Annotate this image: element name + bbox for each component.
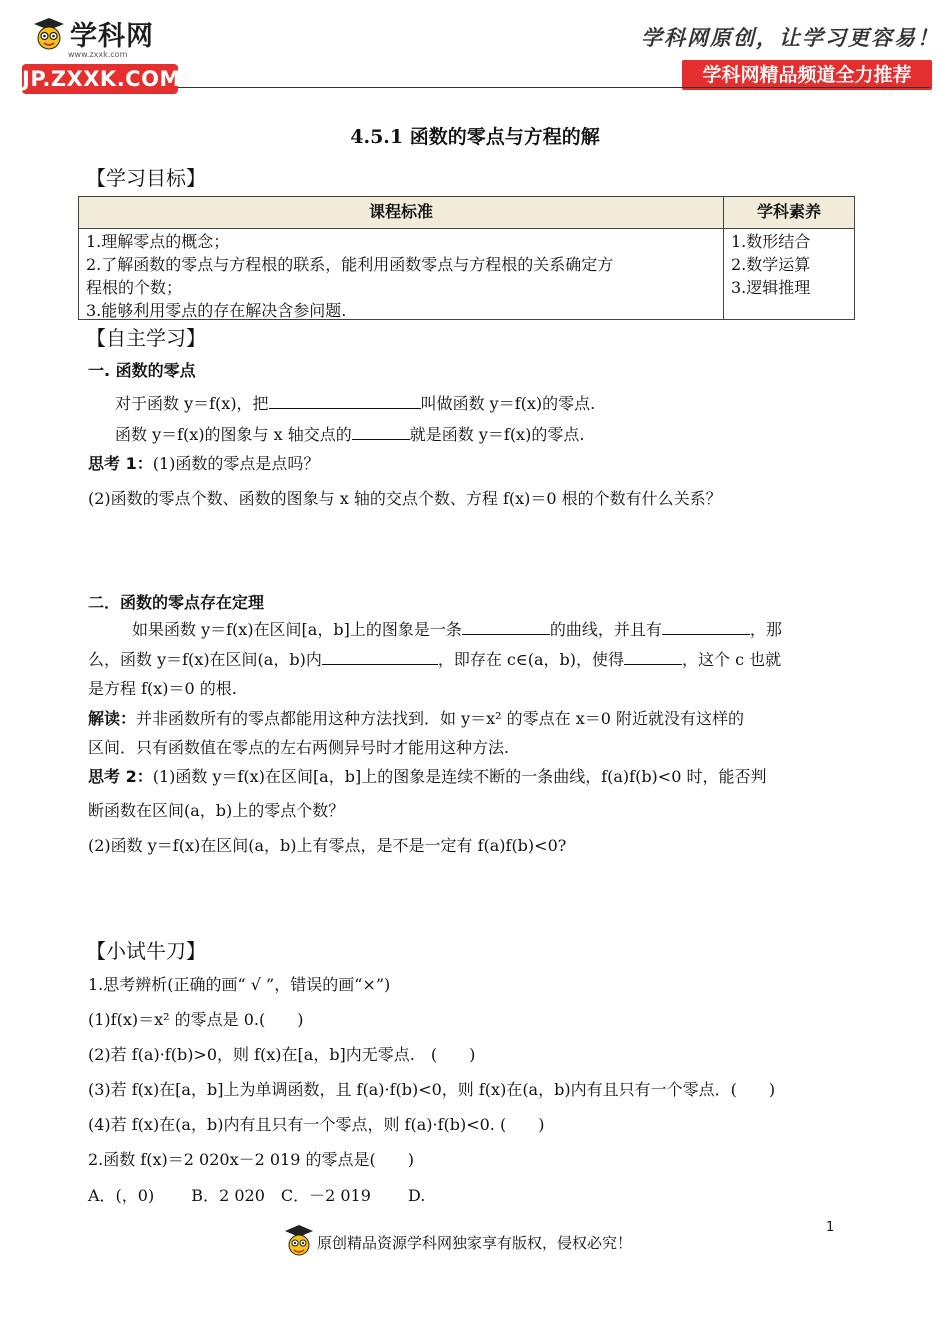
blank (322, 648, 438, 665)
goals-heading: 【学习目标】 (86, 166, 206, 190)
think2-q1-line-2: 断函数在区间(a，b)上的零点个数？ (88, 801, 345, 820)
theorem-line-3: 是方程 f(x)＝0 的根. (88, 679, 237, 698)
logo (22, 14, 182, 96)
practice-q2-options: A．(，0) B．2 020 C．－2 019 D. (88, 1186, 426, 1205)
practice-q1-item: (1)f(x)＝x² 的零点是 0.( ) (88, 1010, 304, 1029)
col1-header: 课程标准 (368, 202, 433, 221)
slogan: 学科网原创，让学习更容易！ (641, 25, 940, 50)
practice-q1: 1.思考辨析(正确的画“ √ ”，错误的画“×”) (88, 975, 391, 994)
practice-q1-item: (2)若 f(a)·f(b)>0，则 f(x)在[a，b]内无零点. ( ) (88, 1045, 476, 1064)
subject-literacy (731, 230, 851, 299)
blank (624, 648, 682, 665)
think2-q2: (2)函数 y＝f(x)在区间(a，b)上有零点，是不是一定有 f(a)f(b)<0? (88, 836, 567, 855)
standard-line: 3.能够利用零点的存在解决含参问题. (86, 301, 347, 320)
col2-header: 学科素养 (756, 202, 821, 221)
think1-q2: (2)函数的零点个数、函数的图象与 x 轴的交点个数、方程 f(x)＝0 根的个数有什么关系？ (88, 489, 722, 508)
copyright-notice: 原创精品资源学科网独家享有版权，侵权必究！ (317, 1234, 633, 1252)
logo-url: JP.ZXXK.COM (22, 64, 178, 94)
blank (662, 618, 750, 635)
mascot-icon (284, 1224, 314, 1260)
part1-title: 一. 函数的零点 (88, 361, 196, 380)
self-study-heading: 【自主学习】 (86, 326, 206, 350)
logo-small-url: www.zxxk.com (68, 50, 128, 59)
literacy-line: 1.数形结合 (731, 232, 811, 251)
definition-line-1: 对于函数 y＝f(x)，把 叫做函数 y＝f(x)的零点. (115, 394, 596, 413)
banner: 学科网精品频道全力推荐 (682, 60, 932, 90)
theorem-line-1: 如果函数 y＝f(x)在区间[a，b]上的图象是一条 的曲线，并且有 ，那 (132, 620, 782, 639)
blank (462, 618, 550, 635)
standard-line: 2.了解函数的零点与方程根的联系，能利用函数零点与方程根的关系确定方 (86, 255, 614, 274)
standard-line: 1.理解零点的概念； (86, 232, 230, 251)
course-standards (86, 230, 718, 322)
practice-q1-item: (4)若 f(x)在(a，b)内有且只有一个零点，则 f(a)·f(b)<0. ( ) (88, 1115, 545, 1134)
page-number: 1 (826, 1220, 835, 1235)
literacy-line: 3.逻辑推理 (731, 278, 811, 297)
practice-heading: 【小试牛刀】 (86, 939, 206, 963)
mascot-icon (32, 16, 66, 52)
table-header (79, 197, 854, 229)
literacy-line: 2.数学运算 (731, 255, 811, 274)
definition-line-2: 函数 y＝f(x)的图象与 x 轴交点的 就是函数 y＝f(x)的零点. (115, 425, 585, 444)
think1-q1: 思考 1：(1)函数的零点是点吗？ (88, 454, 320, 473)
theorem-line-2: 么，函数 y＝f(x)在区间(a，b)内 ，即存在 c∈(a，b)，使得 ，这个 c 也就 (88, 650, 782, 669)
header-divider (178, 87, 930, 88)
logo-text: 学科网 (70, 21, 154, 52)
part2-title: 二．函数的零点存在定理 (88, 593, 265, 612)
table-divider (723, 197, 724, 319)
blank (352, 423, 410, 440)
standard-line: 程根的个数； (86, 278, 183, 297)
goals-table (78, 196, 855, 320)
practice-q2: 2.函数 f(x)＝2 020x－2 019 的零点是( ) (88, 1150, 414, 1169)
blank (269, 392, 421, 409)
practice-q1-item: (3)若 f(x)在[a，b]上为单调函数，且 f(a)·f(b)<0，则 f(x)在(a，b)内有且只有一个零点．( ) (88, 1080, 776, 1099)
explain-line-1: 解读：并非函数所有的零点都能用这种方法找到．如 y＝x² 的零点在 x＝0 附近就没有这样的 (88, 709, 745, 728)
explain-line-2: 区间．只有函数值在零点的左右两侧异号时才能用这种方法. (88, 738, 510, 757)
page-title: 4.5.1 函数的零点与方程的解 (350, 126, 600, 148)
think2-q1-line-1: 思考 2：(1)函数 y＝f(x)在区间[a，b]上的图象是连续不断的一条曲线，f(a)f(b)<0 时，能否判 (88, 767, 767, 786)
